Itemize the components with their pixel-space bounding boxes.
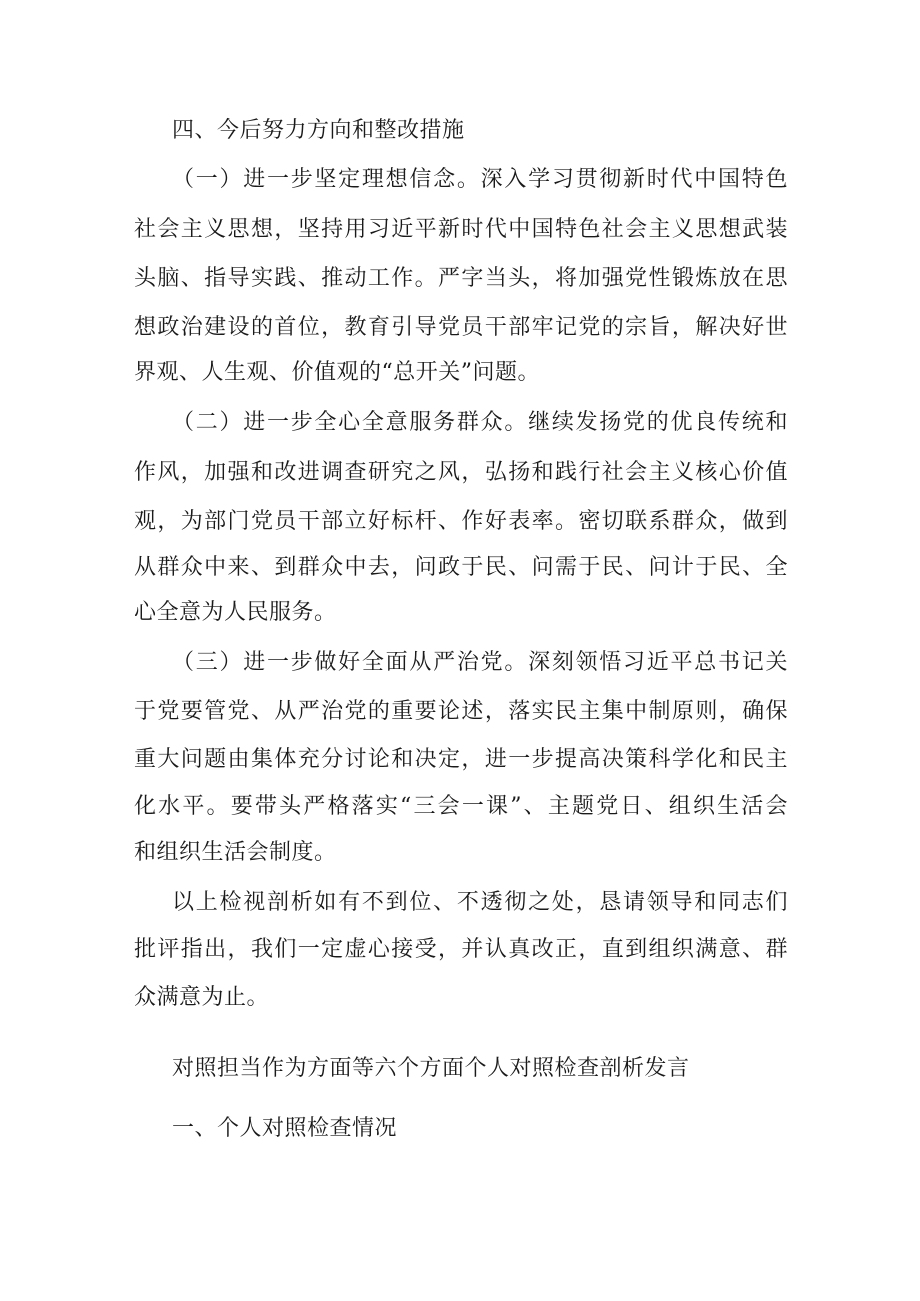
item2-line-4: 从群众中来、到群众中去，问政于民、问需于民、问计于民、全 — [134, 555, 788, 580]
item1-line-2: 社会主义思想，坚持用习近平新时代中国特色社会主义思想武装 — [134, 217, 788, 242]
closing-line-1: 以上检视剖析如有不到位、不透彻之处，恳请领导和同志们 — [172, 890, 788, 915]
closing-line-3: 众满意为止。 — [134, 985, 270, 1010]
item2-line-3: 观，为部门党员干部立好标杆、作好表率。密切联系群众，做到 — [134, 509, 788, 534]
item1-line-5: 界观、人生观、价值观的“总开关”问题。 — [134, 360, 540, 385]
closing-line-2: 批评指出，我们一定虚心接受，并认真改正，直到组织满意、群 — [134, 937, 788, 962]
section-heading-1: 一、个人对照检查情况 — [172, 1116, 398, 1141]
item1-line-1: （一）进一步坚定理想信念。深入学习贯彻新时代中国特色 — [172, 167, 788, 192]
item3-line-5: 和组织生活会制度。 — [134, 840, 337, 865]
item1-line-4: 想政治建设的首位，教育引导党员干部牢记党的宗旨，解决好世 — [134, 315, 788, 340]
item3-line-4: 化水平。要带头严格落实“三会一课”、主题党日、组织生活会 — [134, 794, 788, 819]
item3-line-3: 重大问题由集体充分讨论和决定，进一步提高决策科学化和民主 — [134, 747, 788, 772]
item3-line-1: （三）进一步做好全面从严治党。深刻领悟习近平总书记关 — [172, 650, 788, 675]
item2-line-1: （二）进一步全心全意服务群众。继续发扬党的优良传统和 — [172, 410, 788, 435]
item1-line-3: 头脑、指导实践、推动工作。严字当头，将加强党性锻炼放在思 — [134, 266, 788, 291]
section-heading-4: 四、今后努力方向和整改措施 — [172, 118, 465, 143]
document-title: 对照担当作为方面等六个方面个人对照检查剖析发言 — [172, 1056, 690, 1081]
item2-line-2: 作风，加强和改进调查研究之风，弘扬和践行社会主义核心价值 — [134, 460, 788, 485]
item2-line-5: 心全意为人民服务。 — [134, 600, 337, 625]
item3-line-2: 于党要管党、从严治党的重要论述，落实民主集中制原则，确保 — [134, 699, 788, 724]
